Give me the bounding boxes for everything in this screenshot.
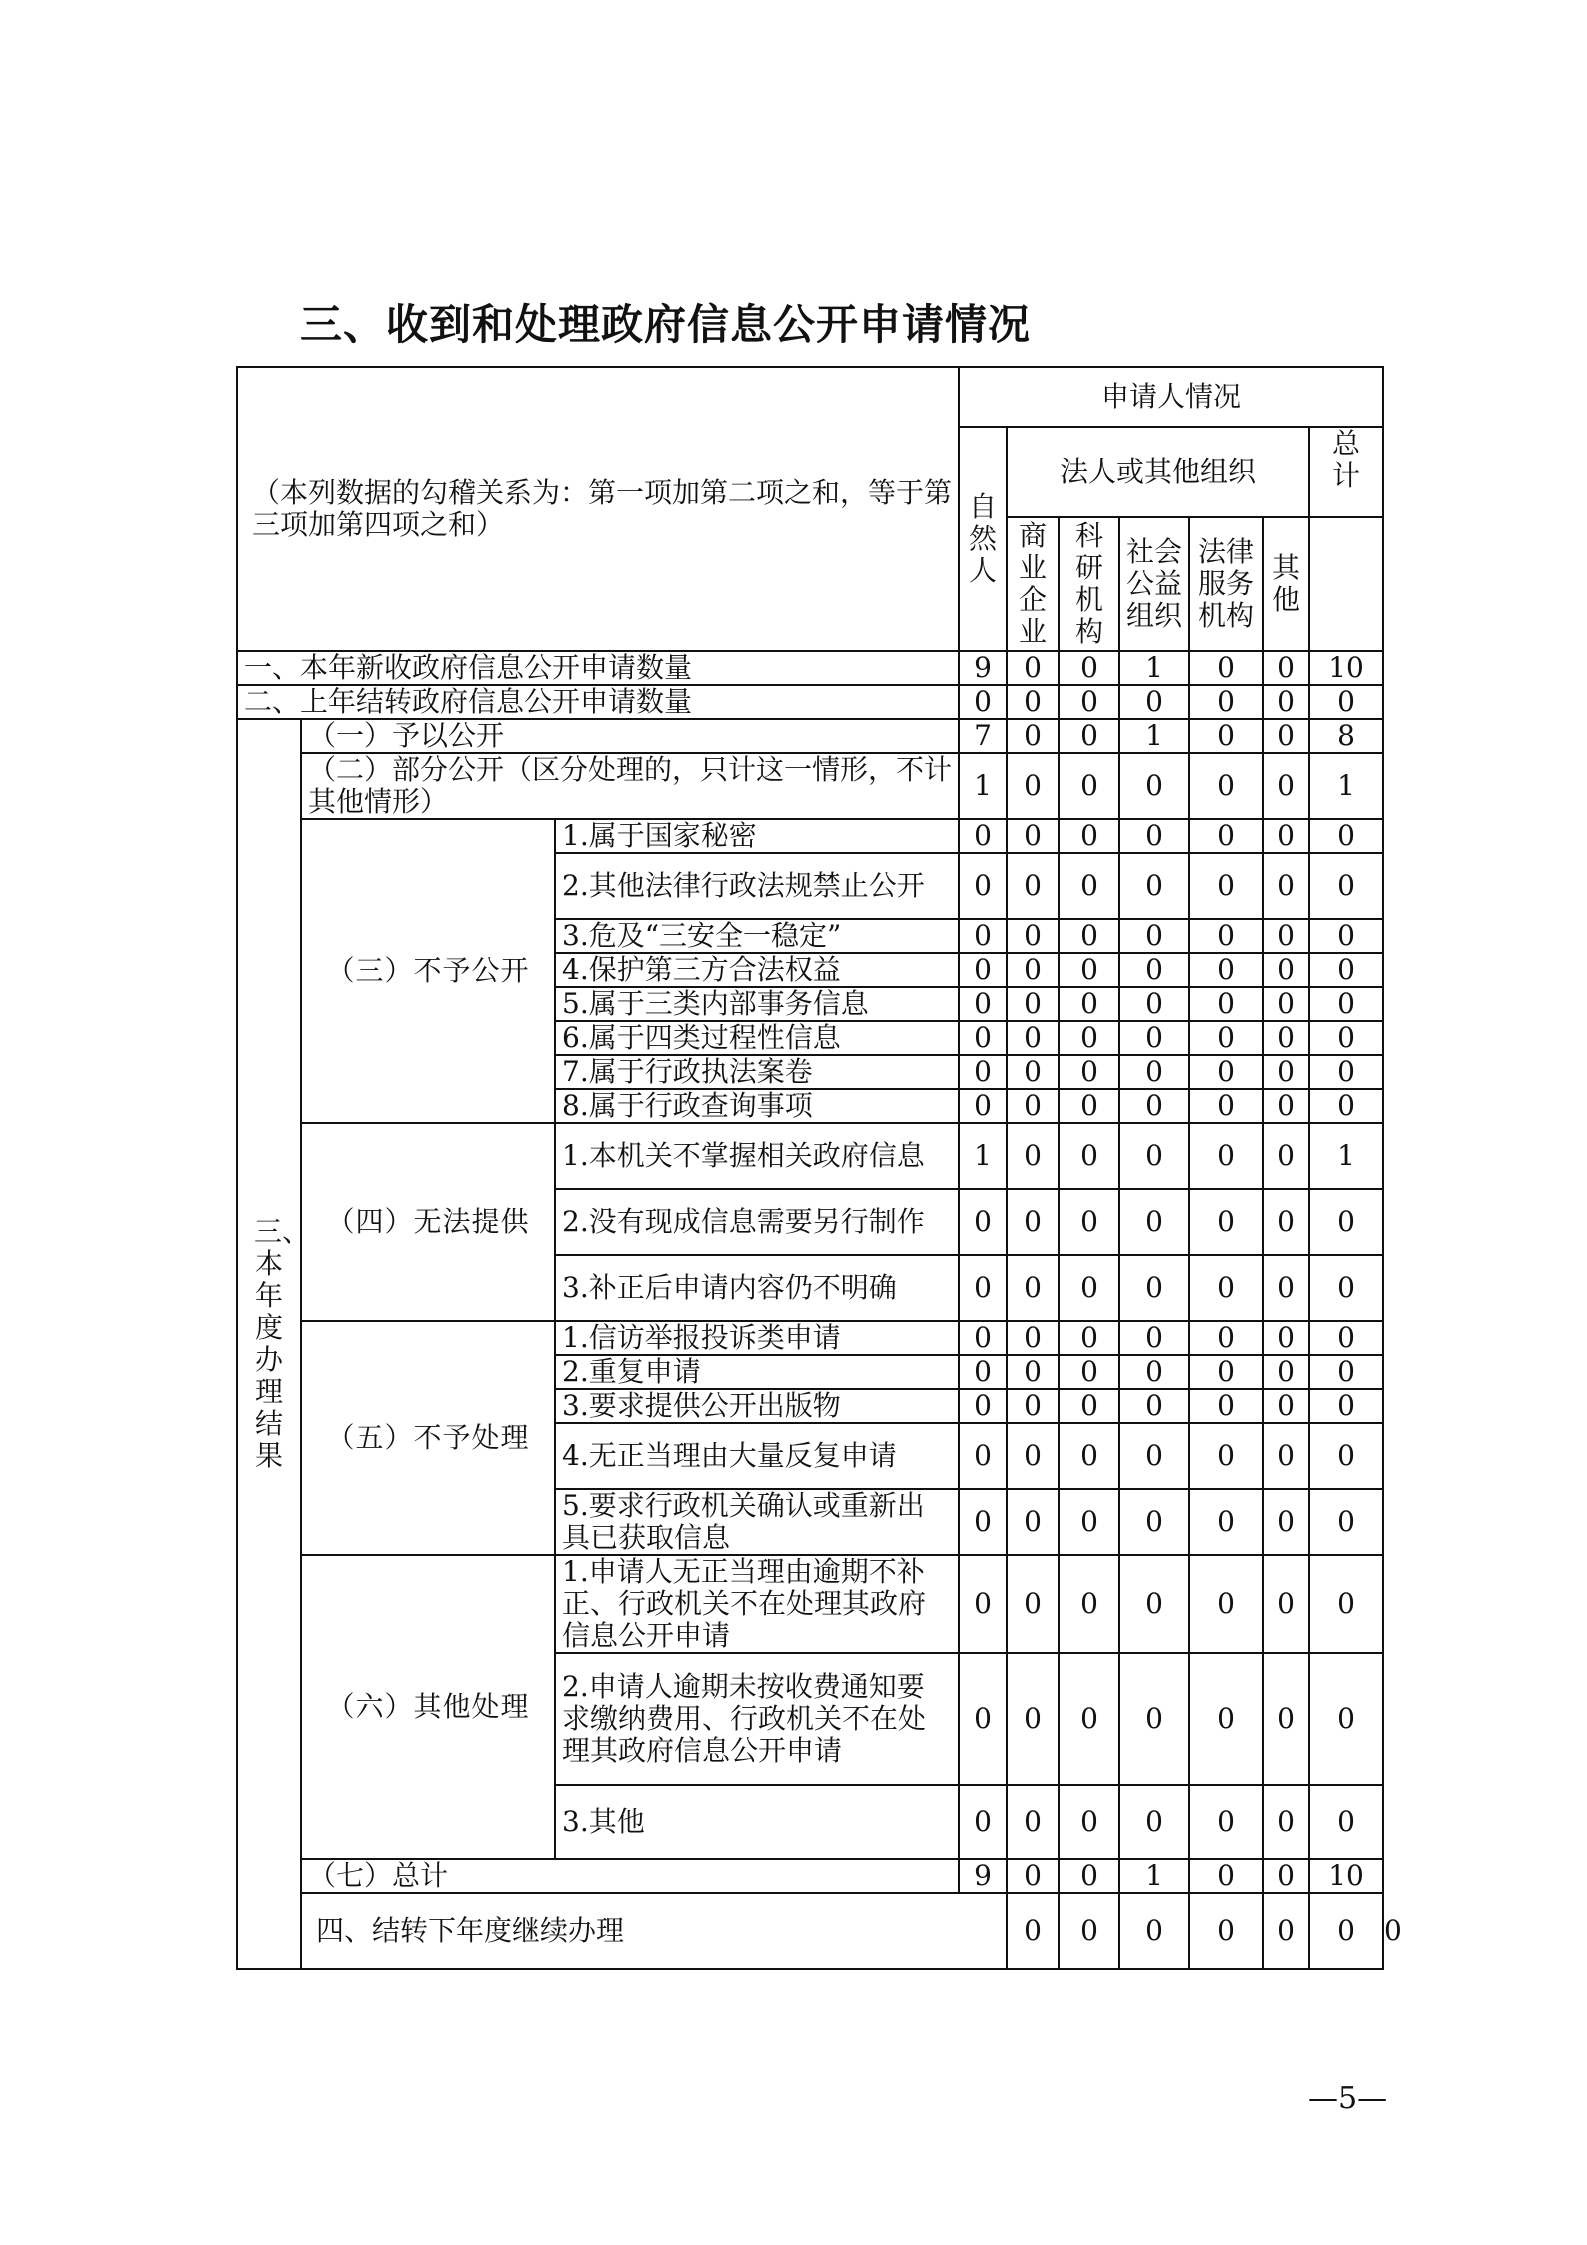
cell-value: 0 bbox=[959, 1423, 1007, 1489]
cell-value: 0 bbox=[1059, 1893, 1119, 1969]
header-sub-public-welfare: 社会公益组织 bbox=[1119, 517, 1189, 651]
cell-value: 8 bbox=[1309, 719, 1383, 753]
cell-value: 0 bbox=[1189, 719, 1263, 753]
cell-value: 0 bbox=[1189, 1389, 1263, 1423]
row-label: 3.补正后申请内容仍不明确 bbox=[555, 1255, 959, 1321]
row-label: 5.要求行政机关确认或重新出具已获取信息 bbox=[555, 1489, 959, 1555]
section-title: 三、收到和处理政府信息公开申请情况 bbox=[300, 300, 1032, 349]
cell-value: 0 bbox=[1309, 953, 1383, 987]
cell-value: 0 bbox=[1119, 1389, 1189, 1423]
cell-value: 0 bbox=[1189, 1423, 1263, 1489]
cell-value: 0 bbox=[1119, 1089, 1189, 1123]
table-row bbox=[237, 819, 1383, 853]
row-label: 3.要求提供公开出版物 bbox=[555, 1389, 959, 1423]
header-sub-research: 科研机构 bbox=[1059, 517, 1119, 651]
cell-value: 0 bbox=[1007, 1859, 1059, 1893]
cell-value: 0 bbox=[1059, 953, 1119, 987]
foi-application-table bbox=[236, 366, 1402, 1970]
cell-value: 0 bbox=[959, 853, 1007, 919]
cell-value: 0 bbox=[1189, 1189, 1263, 1255]
cell-value: 0 bbox=[1007, 1489, 1059, 1555]
cell-value: 0 bbox=[1263, 1055, 1309, 1089]
table-row bbox=[237, 685, 1383, 719]
cell-value: 0 bbox=[1119, 1055, 1189, 1089]
cell-value: 0 bbox=[1263, 1123, 1309, 1189]
cell-value: 0 bbox=[1263, 1555, 1309, 1653]
row-label: 4.保护第三方合法权益 bbox=[555, 953, 959, 987]
cell-value: 0 bbox=[1263, 1389, 1309, 1423]
cell-value: 0 bbox=[1263, 1255, 1309, 1321]
row-label: （一）予以公开 bbox=[301, 719, 959, 753]
row-label: 3.其他 bbox=[555, 1785, 959, 1859]
row-label: 二、上年结转政府信息公开申请数量 bbox=[237, 685, 959, 719]
row-label: 7.属于行政执法案卷 bbox=[555, 1055, 959, 1089]
row-label: 8.属于行政查询事项 bbox=[555, 1089, 959, 1123]
cell-value: 0 bbox=[1119, 1555, 1189, 1653]
header-sub-other: 其他 bbox=[1263, 517, 1309, 651]
cell-value: 0 bbox=[1119, 853, 1189, 919]
cell-value: 0 bbox=[1309, 1089, 1383, 1123]
cell-value: 0 bbox=[1059, 919, 1119, 953]
cell-value: 0 bbox=[1007, 1321, 1059, 1355]
cell-value: 1 bbox=[1309, 1123, 1383, 1189]
cell-value: 0 bbox=[1309, 1255, 1383, 1321]
cell-value: 0 bbox=[1007, 1555, 1059, 1653]
row-label: 2.没有现成信息需要另行制作 bbox=[555, 1189, 959, 1255]
cell-value: 10 bbox=[1309, 1859, 1383, 1893]
cell-value: 0 bbox=[1189, 919, 1263, 953]
cell-value: 0 bbox=[1309, 1653, 1383, 1785]
cell-value: 0 bbox=[1309, 1785, 1383, 1859]
cell-value: 0 bbox=[1119, 1423, 1189, 1489]
row-label: 1.本机关不掌握相关政府信息 bbox=[555, 1123, 959, 1189]
cell-value: 0 bbox=[1007, 651, 1059, 685]
cell-value: 0 bbox=[1263, 1423, 1309, 1489]
cell-value: 0 bbox=[1007, 1355, 1059, 1389]
cell-value: 0 bbox=[1309, 1423, 1383, 1489]
header-total: 总计 bbox=[1309, 427, 1383, 517]
cell-value: 0 bbox=[1309, 919, 1383, 953]
cell-value: 0 bbox=[1263, 1355, 1309, 1389]
cell-value: 0 bbox=[1263, 853, 1309, 919]
cell-value: 0 bbox=[1007, 685, 1059, 719]
cell-value: 0 bbox=[959, 919, 1007, 953]
row-label: 2.申请人逾期未按收费通知要求缴纳费用、行政机关不在处理其政府信息公开申请 bbox=[555, 1653, 959, 1785]
header-legal-group: 法人或其他组织 bbox=[1007, 427, 1309, 517]
cell-value: 0 bbox=[1189, 753, 1263, 819]
cell-value: 0 bbox=[1189, 1089, 1263, 1123]
table-row bbox=[237, 1321, 1383, 1355]
cell-value: 0 bbox=[1263, 987, 1309, 1021]
cell-value: 0 bbox=[1263, 719, 1309, 753]
group-label: （六）其他处理 bbox=[301, 1555, 555, 1859]
cell-value: 0 bbox=[1309, 685, 1383, 719]
cell-value: 0 bbox=[959, 1055, 1007, 1089]
cell-value: 0 bbox=[1119, 1189, 1189, 1255]
group-label: （五）不予处理 bbox=[301, 1321, 555, 1555]
row-label: 2.其他法律行政法规禁止公开 bbox=[555, 853, 959, 919]
cell-value: 0 bbox=[1189, 1893, 1263, 1969]
cell-value: 0 bbox=[1189, 819, 1263, 853]
cell-value: 0 bbox=[1119, 1021, 1189, 1055]
cell-value: 0 bbox=[1007, 719, 1059, 753]
cell-value: 0 bbox=[1059, 753, 1119, 819]
cell-value: 0 bbox=[959, 1255, 1007, 1321]
cell-value: 0 bbox=[1189, 1255, 1263, 1321]
cell-value: 0 bbox=[1189, 1555, 1263, 1653]
cell-value: 10 bbox=[1309, 651, 1383, 685]
table-row bbox=[237, 1123, 1383, 1189]
cell-value: 0 bbox=[1007, 919, 1059, 953]
group-label: （四）无法提供 bbox=[301, 1123, 555, 1321]
cell-value: 0 bbox=[1189, 1489, 1263, 1555]
table-row bbox=[237, 1859, 1383, 1893]
page-number: —5— bbox=[1308, 2081, 1388, 2116]
table-row: 四、结转下年度继续办理 0 0 0 0 0 0 0 bbox=[237, 1893, 1383, 1969]
row-label: 2.重复申请 bbox=[555, 1355, 959, 1389]
cell-value: 0 bbox=[1007, 1423, 1059, 1489]
cell-value: 0 bbox=[959, 1189, 1007, 1255]
cell-value: 0 bbox=[1263, 1321, 1309, 1355]
cell-value: 0 bbox=[1059, 1055, 1119, 1089]
cell-value: 0 bbox=[1119, 819, 1189, 853]
cell-value: 0 bbox=[1263, 919, 1309, 953]
cell-value: 0 bbox=[1263, 1189, 1309, 1255]
cell-value: 0 bbox=[1119, 1123, 1189, 1189]
cell-value: 0 bbox=[1007, 853, 1059, 919]
cell-value: 0 bbox=[1263, 1021, 1309, 1055]
cell-value: 0 bbox=[1119, 685, 1189, 719]
row-label: （二）部分公开（区分处理的，只计这一情形，不计其他情形） bbox=[301, 753, 959, 819]
cell-value: 0 bbox=[959, 819, 1007, 853]
cell-value: 0 bbox=[1309, 1021, 1383, 1055]
cell-value: 0 bbox=[959, 1355, 1007, 1389]
row-label: 4.无正当理由大量反复申请 bbox=[555, 1423, 959, 1489]
cell-value: 0 bbox=[1007, 987, 1059, 1021]
header-note: （本列数据的勾稽关系为：第一项加第二项之和，等于第三项加第四项之和） bbox=[237, 367, 959, 651]
cell-value: 1 bbox=[1309, 753, 1383, 819]
cell-value: 0 bbox=[959, 1021, 1007, 1055]
header-total-blank bbox=[1309, 517, 1383, 651]
cell-value: 0 bbox=[1059, 1123, 1119, 1189]
cell-value: 0 bbox=[1263, 651, 1309, 685]
cell-value: 0 bbox=[1007, 1123, 1059, 1189]
cell-value: 0 bbox=[1119, 1321, 1189, 1355]
cell-value: 0 bbox=[1059, 987, 1119, 1021]
cell-value: 0 bbox=[1263, 1859, 1309, 1893]
cell-value: 0 bbox=[1059, 1321, 1119, 1355]
row-label: 四、结转下年度继续办理 bbox=[301, 1893, 1007, 1969]
row-label: 1.申请人无正当理由逾期不补正、行政机关不在处理其政府信息公开申请 bbox=[555, 1555, 959, 1653]
cell-value: 0 bbox=[1059, 1785, 1119, 1859]
cell-value: 0 bbox=[1189, 987, 1263, 1021]
cell-value: 0 bbox=[1059, 651, 1119, 685]
cell-value: 0 bbox=[1059, 1355, 1119, 1389]
cell-value: 0 bbox=[1119, 1893, 1189, 1969]
cell-value: 0 bbox=[959, 1653, 1007, 1785]
cell-value: 0 bbox=[1263, 819, 1309, 853]
cell-value: 0 bbox=[959, 1555, 1007, 1653]
cell-value: 0 bbox=[1059, 1489, 1119, 1555]
cell-value: 0 bbox=[1263, 753, 1309, 819]
row-label: 1.属于国家秘密 bbox=[555, 819, 959, 853]
cell-value: 0 bbox=[959, 1489, 1007, 1555]
cell-value: 0 bbox=[1007, 1189, 1059, 1255]
cell-value: 0 bbox=[1189, 1653, 1263, 1785]
table-row bbox=[237, 651, 1383, 685]
cell-value: 7 bbox=[959, 719, 1007, 753]
cell-value: 0 bbox=[1263, 1785, 1309, 1859]
cell-value: 0 bbox=[1309, 819, 1383, 853]
cell-value: 0 bbox=[959, 1785, 1007, 1859]
group-label: （三）不予公开 bbox=[301, 819, 555, 1123]
cell-value: 0 bbox=[1309, 1189, 1383, 1255]
cell-value: 0 bbox=[1119, 919, 1189, 953]
cell-value: 0 bbox=[1189, 1123, 1263, 1189]
cell-value: 0 bbox=[1007, 1785, 1059, 1859]
cell-value: 0 bbox=[1189, 1021, 1263, 1055]
cell-value: 0 bbox=[1007, 1055, 1059, 1089]
cell-value: 0 bbox=[1119, 1489, 1189, 1555]
cell-value: 0 bbox=[1007, 1389, 1059, 1423]
cell-value: 0 bbox=[1007, 1021, 1059, 1055]
cell-value: 9 bbox=[959, 651, 1007, 685]
cell-value: 0 bbox=[1309, 1389, 1383, 1423]
cell-value: 0 bbox=[1059, 1021, 1119, 1055]
table-row bbox=[237, 1555, 1383, 1653]
cell-value: 1 bbox=[1119, 719, 1189, 753]
cell-value: 0 bbox=[1263, 1489, 1309, 1555]
cell-value: 0 bbox=[1119, 953, 1189, 987]
cell-value: 0 bbox=[1189, 685, 1263, 719]
section-three-label: 三、本年度办理结果 bbox=[237, 719, 301, 1969]
row-label: 一、本年新收政府信息公开申请数量 bbox=[237, 651, 959, 685]
cell-value: 0 bbox=[1007, 1089, 1059, 1123]
cell-value: 0 bbox=[1309, 1055, 1383, 1089]
cell-value: 0 bbox=[1119, 1355, 1189, 1389]
cell-value: 0 bbox=[1007, 753, 1059, 819]
cell-value: 0 bbox=[1189, 953, 1263, 987]
cell-value: 0 bbox=[1059, 1555, 1119, 1653]
row-label: 1.信访举报投诉类申请 bbox=[555, 1321, 959, 1355]
cell-value: 9 bbox=[959, 1859, 1007, 1893]
row-label: 6.属于四类过程性信息 bbox=[555, 1021, 959, 1055]
cell-value: 0 bbox=[1059, 1423, 1119, 1489]
row-label: （七）总计 bbox=[301, 1859, 959, 1893]
cell-value: 0 bbox=[1007, 1255, 1059, 1321]
cell-value: 0 bbox=[1189, 1859, 1263, 1893]
cell-value: 0 bbox=[1309, 1321, 1383, 1355]
cell-value: 0 bbox=[959, 953, 1007, 987]
cell-value: 0 bbox=[1059, 1859, 1119, 1893]
cell-value: 0 bbox=[1189, 1321, 1263, 1355]
header-natural-person: 自然人 bbox=[959, 427, 1007, 651]
cell-value: 0 bbox=[1119, 753, 1189, 819]
cell-value: 0 bbox=[1007, 1653, 1059, 1785]
cell-value: 0 bbox=[959, 685, 1007, 719]
cell-value: 0 bbox=[1119, 1785, 1189, 1859]
header-sub-legal-service: 法律服务机构 bbox=[1189, 517, 1263, 651]
cell-value: 0 bbox=[959, 1089, 1007, 1123]
cell-value: 0 bbox=[1263, 1893, 1309, 1969]
cell-value: 0 bbox=[1263, 1653, 1309, 1785]
cell-value: 0 bbox=[1263, 953, 1309, 987]
cell-value: 0 bbox=[1059, 819, 1119, 853]
cell-value: 0 bbox=[1309, 1893, 1383, 1969]
cell-value: 0 bbox=[959, 1321, 1007, 1355]
cell-value: 0 bbox=[1189, 1055, 1263, 1089]
cell-value: 0 bbox=[1189, 651, 1263, 685]
cell-value: 0 bbox=[1059, 1389, 1119, 1423]
cell-value: 0 bbox=[1059, 1255, 1119, 1321]
cell-value: 0 bbox=[1263, 1089, 1309, 1123]
cell-value: 0 bbox=[1119, 1653, 1189, 1785]
row-label: 3.危及“三安全一稳定” bbox=[555, 919, 959, 953]
table-row bbox=[237, 719, 1383, 753]
cell-value: 0 bbox=[1059, 1189, 1119, 1255]
cell-value: 0 bbox=[1119, 1255, 1189, 1321]
cell-value: 0 bbox=[1189, 1355, 1263, 1389]
cell-value: 0 bbox=[1309, 1355, 1383, 1389]
cell-value: 1 bbox=[1119, 1859, 1189, 1893]
cell-value: 0 bbox=[959, 1389, 1007, 1423]
cell-value: 0 bbox=[1119, 987, 1189, 1021]
cell-value: 0 bbox=[1189, 853, 1263, 919]
cell-value: 0 bbox=[1059, 1089, 1119, 1123]
cell-value: 0 bbox=[1059, 719, 1119, 753]
cell-value: 0 bbox=[1309, 987, 1383, 1021]
header-applicant-situation: 申请人情况 bbox=[959, 367, 1383, 427]
cell-value: 0 bbox=[1309, 1555, 1383, 1653]
cell-value: 0 bbox=[1007, 953, 1059, 987]
cell-value: 1 bbox=[1119, 651, 1189, 685]
cell-value: 0 bbox=[1309, 1489, 1383, 1555]
cell-value: 0 bbox=[1059, 685, 1119, 719]
cell-value: 0 bbox=[1189, 1785, 1263, 1859]
cell-value: 0 bbox=[1007, 819, 1059, 853]
cell-value: 0 bbox=[1007, 1893, 1059, 1969]
cell-value: 0 bbox=[959, 987, 1007, 1021]
header-sub-business: 商业企业 bbox=[1007, 517, 1059, 651]
table-row bbox=[237, 753, 1383, 819]
row-label: 5.属于三类内部事务信息 bbox=[555, 987, 959, 1021]
cell-value: 0 bbox=[1263, 685, 1309, 719]
cell-value: 0 bbox=[1059, 853, 1119, 919]
cell-value: 0 bbox=[1059, 1653, 1119, 1785]
cell-value: 1 bbox=[959, 1123, 1007, 1189]
cell-value: 0 bbox=[1309, 853, 1383, 919]
cell-value: 1 bbox=[959, 753, 1007, 819]
